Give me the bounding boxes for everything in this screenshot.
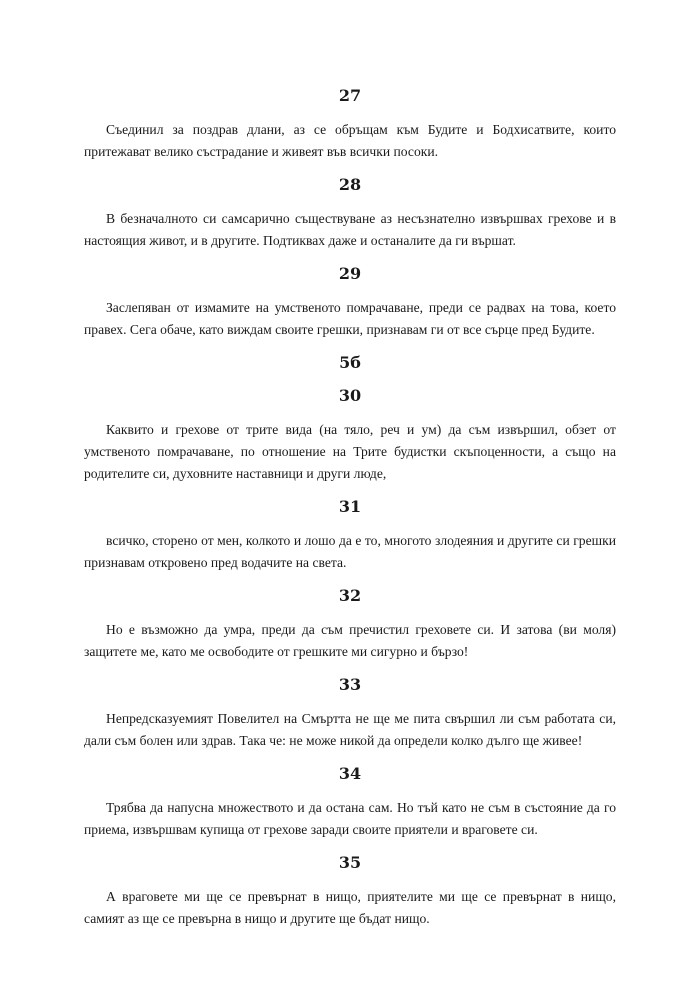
verse-30	[84, 386, 616, 485]
verse-35	[84, 853, 616, 930]
verse-text: Съединил за поздрав длани, аз се обръщам към Будите и Бодхисатвите, които притежават велико състрадание и живеят във всички посоки.	[84, 122, 616, 159]
verse-text: Непредсказуемият Повелител на Смъртта не ще ме пита свършил ли съм работата си, дали съм болен или здрав. Така че: не може никой да определи колко дълго ще живее!	[84, 711, 616, 748]
document-page	[84, 86, 616, 942]
verse-text: Но е възможно да умра, преди да съм пречистил греховете си. И затова (ви моля) защитете ме, като ме освободите от грешките ми сигурно и бързо!	[84, 622, 616, 659]
verse-32	[84, 586, 616, 663]
verse-text: В безначалното си самсарично съществуване аз несъзнателно извършвах грехове и в настоящия живот, и в другите. Подтиквах даже и останалите да ги вършат.	[84, 211, 616, 248]
verse-number: 35	[338, 853, 362, 872]
verse-33	[84, 675, 616, 752]
verse-text: Трябва да напусна множеството и да остана сам. Но тъй като не съм в състояние да го приема, извършвам купища от грехове заради своите приятели и враговете си.	[84, 800, 616, 837]
verse-number: 28	[338, 175, 362, 194]
verse-number: 33	[338, 675, 362, 694]
verse-number: 30	[338, 386, 362, 405]
verse-34	[84, 764, 616, 841]
verse-number: 31	[338, 497, 362, 516]
verse-number: 32	[338, 586, 362, 605]
verse-28	[84, 175, 616, 252]
verse-27	[84, 86, 616, 163]
verse-number: 34	[338, 764, 362, 783]
verse-text: А враговете ми ще се превърнат в нищо, приятелите ми ще се превърнат в нищо, самият аз ще се превърна в нищо и другите ще бъдат нищо.	[84, 889, 616, 926]
source-page-marker: 5б	[339, 353, 361, 372]
verse-29	[84, 264, 616, 341]
verse-31	[84, 497, 616, 574]
verse-text: Заслепяван от измамите на умственото помрачаване, преди се радвах на това, което правех. Сега обаче, като виждам своите грешки, признавам ги от все сърце пред Будите.	[84, 300, 616, 337]
verse-text: Каквито и грехове от трите вида (на тяло, реч и ум) да съм извършил, обзет от умственото помрачаване, по отношение на Трите будистки скъпоценности, а също на родителите си, духовните наставници и други люде,	[84, 422, 616, 481]
verse-number: 27	[338, 86, 362, 105]
verse-text: всичко, сторено от мен, колкото и лошо да е то, многото злодеяния и другите си грешки признавам откровено пред водачите на света.	[84, 533, 616, 570]
verse-number: 29	[338, 264, 362, 283]
